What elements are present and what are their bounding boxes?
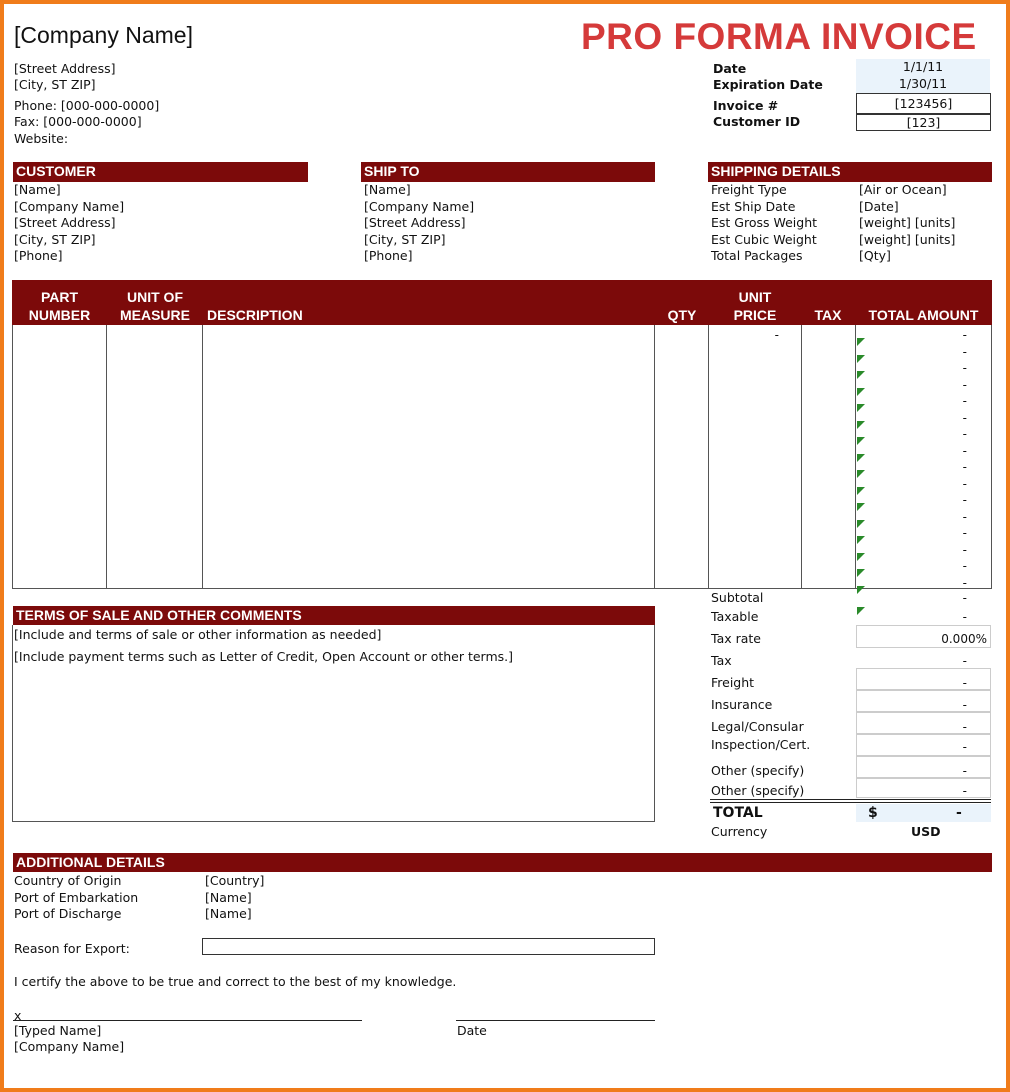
inspection-value: - xyxy=(962,740,967,754)
row-total-amount: - xyxy=(962,328,967,342)
insurance-value: - xyxy=(962,698,967,712)
currency-label: Currency xyxy=(711,824,768,839)
unit-price-first: - xyxy=(774,328,779,342)
customer-company: [Company Name] xyxy=(14,199,125,214)
other-2-value: - xyxy=(962,784,967,798)
col-divider xyxy=(654,325,655,589)
col-divider xyxy=(202,325,203,589)
expiration-value[interactable]: 1/30/11 xyxy=(856,76,990,93)
company-website: Website: xyxy=(14,131,69,146)
cubic-weight-label: Est Cubic Weight xyxy=(711,232,817,247)
customer-id-label: Customer ID xyxy=(713,114,801,129)
signature-x: x xyxy=(14,1008,22,1023)
company-name: [Company Name] xyxy=(14,22,193,48)
invoice-number-label: Invoice # xyxy=(713,98,779,113)
customer-id-field[interactable]: [123] xyxy=(856,114,991,131)
col-qty: QTY xyxy=(667,307,697,323)
col-description: DESCRIPTION xyxy=(207,307,303,323)
row-total-amount: - xyxy=(962,460,967,474)
embarkation-value: [Name] xyxy=(205,890,252,905)
row-total-amount: - xyxy=(962,361,967,375)
date-line[interactable] xyxy=(456,1020,655,1021)
total-packages-label: Total Packages xyxy=(711,248,803,263)
legal-label: Legal/Consular xyxy=(711,719,804,734)
signature-date-label: Date xyxy=(457,1023,487,1038)
invoice-number-field[interactable]: [123456] xyxy=(856,93,991,114)
customer-heading: CUSTOMER xyxy=(13,162,308,182)
total-label: TOTAL xyxy=(713,805,763,821)
inspection-label: Inspection/Cert. xyxy=(711,737,811,752)
total-rule xyxy=(710,802,991,803)
row-total-amount: - xyxy=(962,394,967,408)
subtotal-value: - xyxy=(962,591,967,605)
gross-weight-label: Est Gross Weight xyxy=(711,215,818,230)
row-total-amount: - xyxy=(962,526,967,540)
ship-to-name: [Name] xyxy=(364,182,411,197)
customer-street: [Street Address] xyxy=(14,215,116,230)
reason-label: Reason for Export: xyxy=(14,941,130,956)
row-total-amount: - xyxy=(962,477,967,491)
freight-type-label: Freight Type xyxy=(711,182,787,197)
taxable-label: Taxable xyxy=(711,609,759,624)
expiration-label: Expiration Date xyxy=(713,77,823,92)
origin-label: Country of Origin xyxy=(14,873,122,888)
freight-label: Freight xyxy=(711,675,755,690)
subtotal-label: Subtotal xyxy=(711,590,764,605)
freight-value: - xyxy=(962,676,967,690)
additional-details-heading: ADDITIONAL DETAILS xyxy=(13,853,992,872)
terms-line-1: [Include and terms of sale or other information as needed] xyxy=(14,627,382,642)
date-value[interactable]: 1/1/11 xyxy=(856,59,990,76)
terms-heading: TERMS OF SALE AND OTHER COMMENTS xyxy=(13,606,655,625)
line-items-table xyxy=(12,280,992,589)
total-rule xyxy=(710,799,991,800)
company-street: [Street Address] xyxy=(14,61,116,76)
total-packages-value: [Qty] xyxy=(859,248,891,263)
row-total-amount: - xyxy=(962,345,967,359)
typed-name: [Typed Name] xyxy=(14,1023,102,1038)
col-divider xyxy=(855,325,856,589)
row-total-amount: - xyxy=(962,559,967,573)
row-total-amount: - xyxy=(962,543,967,557)
terms-line-2: [Include payment terms such as Letter of Credit, Open Account or other terms.] xyxy=(14,649,514,664)
ship-to-company: [Company Name] xyxy=(364,199,475,214)
insurance-label: Insurance xyxy=(711,697,773,712)
ship-date-label: Est Ship Date xyxy=(711,199,796,214)
currency-value: USD xyxy=(911,824,941,839)
invoice-page xyxy=(4,4,1006,1088)
col-part-number: PART NUMBER xyxy=(28,289,91,323)
company-phone: Phone: [000-000-0000] xyxy=(14,98,160,113)
freight-type-value: [Air or Ocean] xyxy=(859,182,947,197)
total-value: - xyxy=(956,805,962,821)
ship-to-city: [City, ST ZIP] xyxy=(364,232,446,247)
reason-input[interactable] xyxy=(202,938,655,955)
col-divider xyxy=(106,325,107,589)
certify-statement: I certify the above to be true and correct to the best of my knowledge. xyxy=(14,974,457,989)
date-label: Date xyxy=(713,61,747,76)
company-fax: Fax: [000-000-0000] xyxy=(14,114,142,129)
other-2-label: Other (specify) xyxy=(711,783,805,798)
tax-value: - xyxy=(962,654,967,668)
legal-value: - xyxy=(962,720,967,734)
invoice-title: PRO FORMA INVOICE xyxy=(581,16,977,57)
taxable-value: - xyxy=(962,610,967,624)
row-total-amount: - xyxy=(962,427,967,441)
customer-phone: [Phone] xyxy=(14,248,63,263)
row-total-amount: - xyxy=(962,493,967,507)
col-unit-of-measure: UNIT OF MEASURE xyxy=(119,289,190,323)
ship-to-phone: [Phone] xyxy=(364,248,413,263)
other-1-label: Other (specify) xyxy=(711,763,805,778)
tax-rate-value: 0.000% xyxy=(941,632,987,646)
signature-line[interactable] xyxy=(13,1020,362,1021)
row-total-amount: - xyxy=(962,378,967,392)
col-divider xyxy=(708,325,709,589)
col-divider xyxy=(801,325,802,589)
tax-label: Tax xyxy=(711,653,732,668)
signer-company-name: [Company Name] xyxy=(14,1039,125,1054)
tax-rate-label: Tax rate xyxy=(711,631,761,646)
discharge-value: [Name] xyxy=(205,906,252,921)
embarkation-label: Port of Embarkation xyxy=(14,890,139,905)
row-total-amount: - xyxy=(962,444,967,458)
row-total-amount: - xyxy=(962,411,967,425)
ship-date-value: [Date] xyxy=(859,199,899,214)
cubic-weight-value: [weight] [units] xyxy=(859,232,956,247)
col-total-amount: TOTAL AMOUNT xyxy=(868,307,979,323)
company-city: [City, ST ZIP] xyxy=(14,77,96,92)
ship-to-street: [Street Address] xyxy=(364,215,466,230)
col-unit-price: UNIT PRICE xyxy=(733,289,777,323)
customer-name: [Name] xyxy=(14,182,61,197)
shipping-details-heading: SHIPPING DETAILS xyxy=(708,162,992,182)
discharge-label: Port of Discharge xyxy=(14,906,122,921)
col-tax: TAX xyxy=(814,307,842,323)
customer-city: [City, ST ZIP] xyxy=(14,232,96,247)
other-1-value: - xyxy=(962,764,967,778)
origin-value: [Country] xyxy=(205,873,265,888)
ship-to-heading: SHIP TO xyxy=(361,162,655,182)
gross-weight-value: [weight] [units] xyxy=(859,215,956,230)
total-currency-symbol: $ xyxy=(868,805,878,821)
row-total-amount: - xyxy=(962,576,967,590)
row-total-amount: - xyxy=(962,510,967,524)
